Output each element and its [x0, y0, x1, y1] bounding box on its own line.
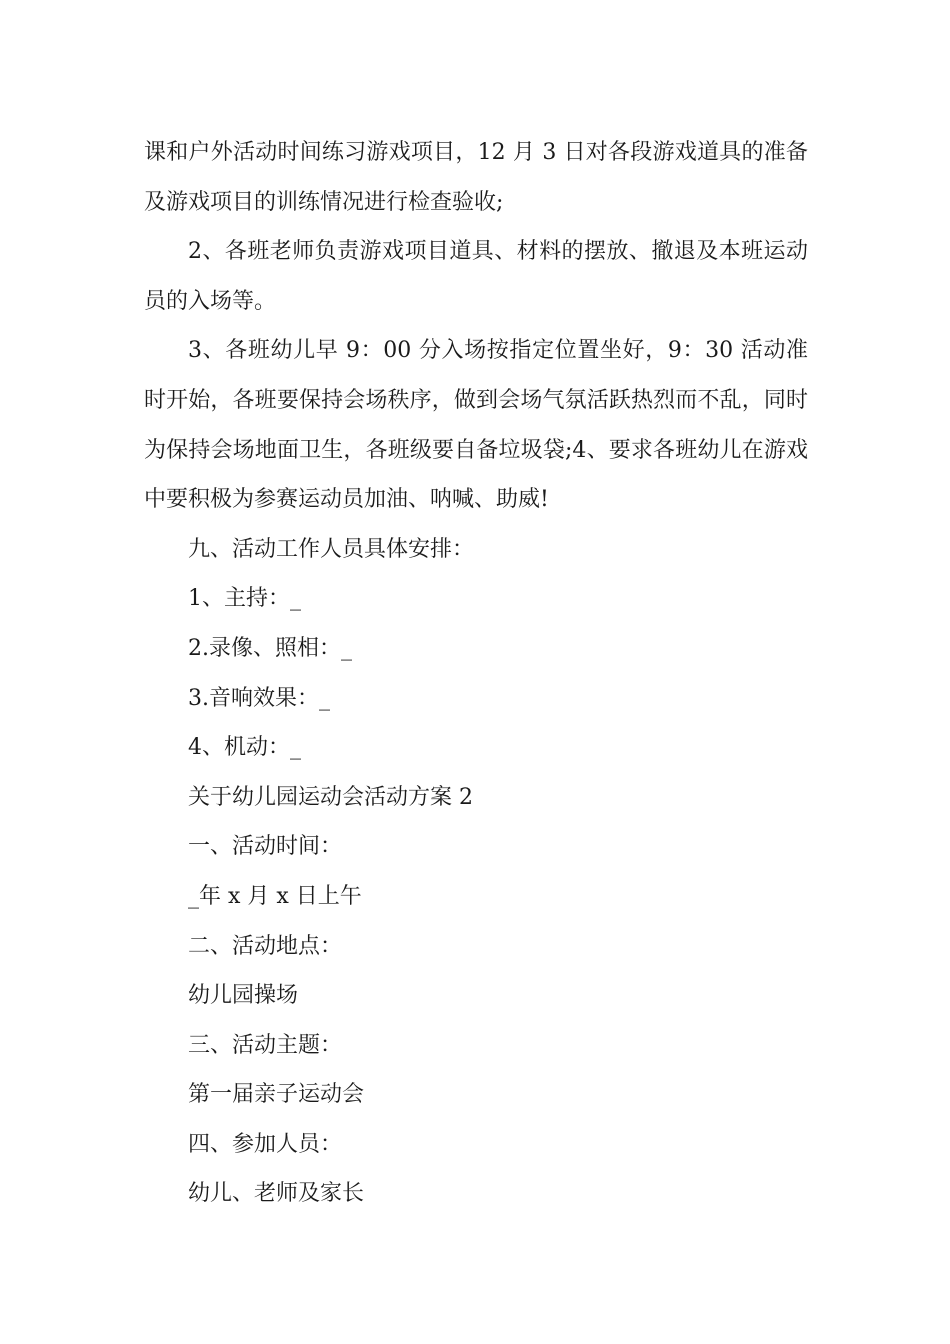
document-subtitle: 关于幼儿园运动会活动方案 2: [188, 784, 473, 810]
document-body: [144, 128, 808, 1219]
paragraph-continued-schedule: 课和户外活动时间练习游戏项目，12 月 3 日对各段游戏道具的准备及游戏项目的训练情况进行检查验收;: [144, 140, 808, 215]
section-heading-location: 二、活动地点：: [188, 933, 343, 959]
section-value-time: _年 x 月 x 日上午: [188, 883, 362, 909]
paragraph-entry-time: 3、各班幼儿早 9：00 分入场按指定位置坐好，9：30 活动准时开始，各班要保持会场秩序，做到会场气氛活跃热烈而不乱，同时为保持会场地面卫生，各班级要自备垃圾袋;4、要求各班幼儿在游戏中要积极为参赛运动员加油、呐喊、助威!: [144, 338, 808, 513]
section-value-theme: 第一届亲子运动会: [188, 1082, 365, 1108]
section-value-location: 幼儿园操场: [188, 983, 299, 1009]
section-heading-theme: 三、活动主题：: [188, 1032, 343, 1058]
paragraph-teacher-duties: 2、各班老师负责游戏项目道具、材料的摆放、撤退及本班运动员的入场等。: [144, 239, 808, 314]
list-item-host: 1、主持：_: [188, 586, 301, 612]
list-item-video-photo: 2.录像、照相：_: [188, 635, 352, 661]
list-item-sound: 3.音响效果：_: [188, 685, 330, 711]
section-value-participants: 幼儿、老师及家长: [188, 1181, 365, 1207]
list-item-standby: 4、机动：_: [188, 735, 301, 761]
section-heading-participants: 四、参加人员：: [188, 1131, 343, 1157]
section-heading-time: 一、活动时间：: [188, 834, 343, 860]
section-heading-staff: 九、活动工作人员具体安排：: [188, 536, 475, 562]
